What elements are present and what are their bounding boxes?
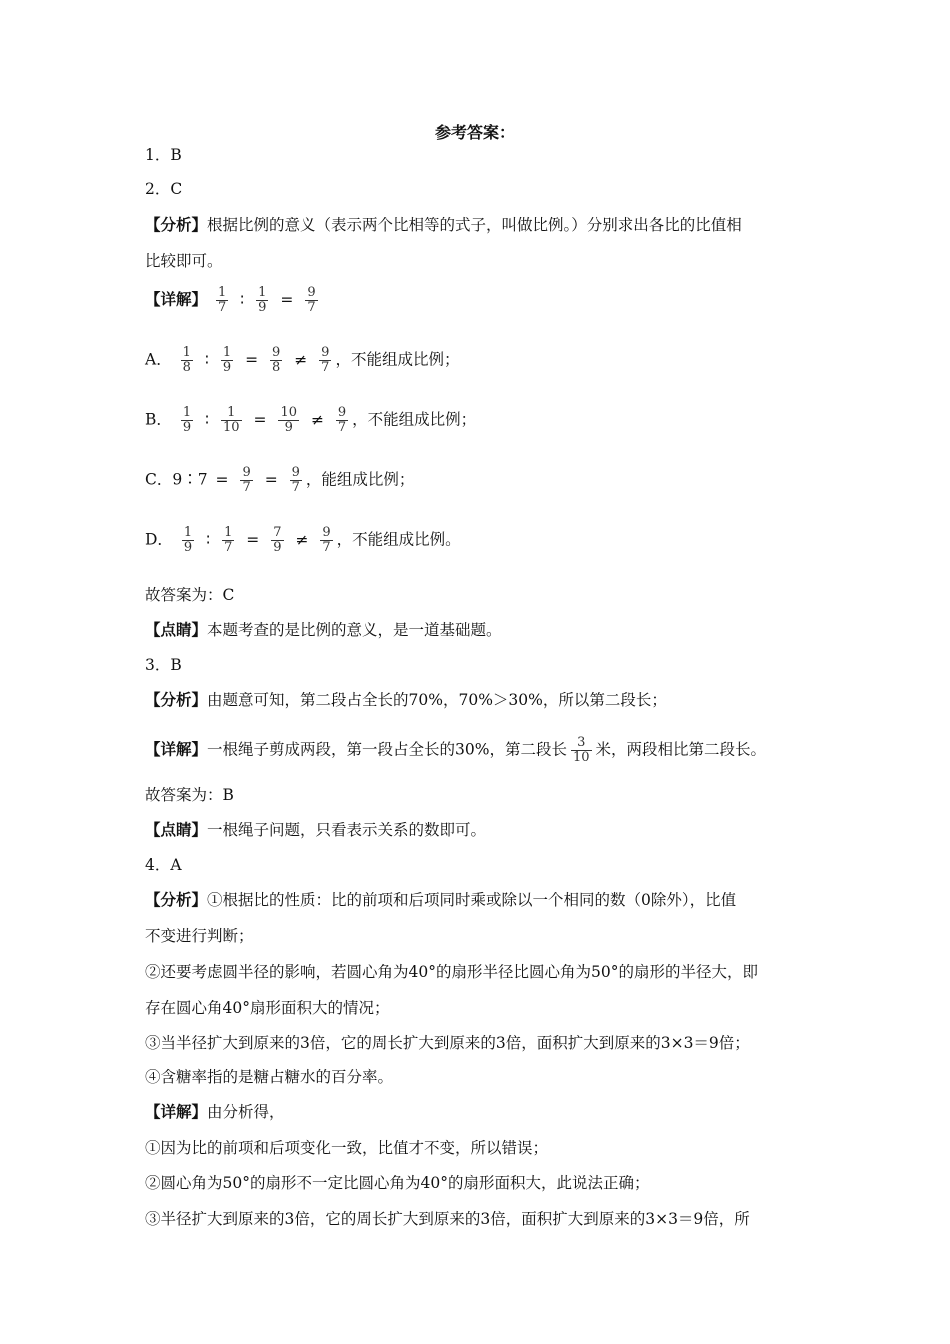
answer-3: 3．B (145, 656, 182, 674)
q2-comment: 【点睛】本题考查的是比例的意义，是一道基础题。 (145, 620, 502, 639)
fraction: $\frac{9}{7}$ (291, 465, 300, 495)
fraction: $\frac{1}{7}$ (224, 525, 233, 555)
detail-tag: 【详解】 (145, 289, 208, 309)
fraction: $\frac{10}{9}$ (280, 405, 297, 435)
q4-detail-line: 【详解】由分析得， (145, 1102, 285, 1121)
fraction: $\frac{1}{9}$ (182, 405, 192, 435)
fraction: $\frac{9}{7}$ (322, 525, 331, 555)
q4-analysis-line: 【分析】①根据比的性质：比的前项和后项同时乘或除以一个相同的数（0除外），比值 (145, 890, 737, 909)
q2-option-b: B． $\frac{1}{9}$ ∶ $\frac{1}{10}$ = $\frac{10}{9}$ ≠ $\frac{9}{7}$ ，不能组成比例； (145, 405, 477, 435)
q4-analysis-line: ②还要考虑圆半径的影响，若圆心角为40°的扇形半径比圆心角为50°的扇形的半径大，即 (145, 963, 758, 981)
fraction: $\frac{1}{7}$ (217, 285, 227, 315)
answer-1: 1．B (145, 146, 182, 164)
fraction: $\frac{9}{7}$ (242, 465, 251, 495)
q4-analysis-line: 不变进行判断； (145, 927, 254, 945)
fraction: $\frac{1}{8}$ (182, 345, 191, 375)
q4-analysis-line: ④含糖率指的是糖占糖水的百分率。 (145, 1068, 394, 1086)
q2-option-d: D． $\frac{1}{9}$ ∶ $\frac{1}{7}$ = $\frac{7}{9}$ ≠ $\frac{9}{7}$ ，不能组成比例。 (145, 525, 461, 555)
answer-2: 2．C (145, 180, 183, 198)
q3-analysis: 【分析】由题意可知，第二段占全长的70%，70%＞30%，所以第二段长； (145, 690, 667, 709)
fraction: $\frac{9}{7}$ (337, 405, 347, 435)
fraction: $\frac{9}{7}$ (321, 345, 330, 375)
page-title: 参考答案： (434, 123, 515, 142)
q2-analysis-line-1 (145, 215, 742, 235)
fraction: $\frac{1}{9}$ (222, 345, 232, 375)
q2-analysis-line-2: 比较即可。 (145, 252, 223, 270)
q2-conclusion: 故答案为：C (145, 586, 235, 604)
fraction: $\frac{9}{8}$ (272, 345, 281, 375)
q3-detail: 【详解】一根绳子剪成两段，第一段占全长的30%，第二段长 $\frac{3}{10}$ 米，两段相比第二段长。 (145, 735, 767, 765)
q2-option-a: A． $\frac{1}{8}$ ∶ $\frac{1}{9}$ = $\frac{9}{8}$ ≠ $\frac{9}{7}$ ，不能组成比例； (145, 345, 460, 375)
q4-detail-line: ③半径扩大到原来的3倍，它的周长扩大到原来的3倍，面积扩大到原来的3×3＝9倍，所 (145, 1210, 750, 1228)
fraction: $\frac{1}{9}$ (258, 285, 267, 315)
fraction: $\frac{1}{9}$ (183, 525, 193, 555)
q4-detail-line: ②圆心角为50°的扇形不一定比圆心角为40°的扇形面积大，此说法正确； (145, 1174, 650, 1192)
q2-option-c: C．9∶7 = $\frac{9}{7}$ = $\frac{9}{7}$ ，能组成比例； (145, 465, 415, 495)
fraction: $\frac{3}{10}$ (572, 735, 590, 765)
q3-conclusion: 故答案为：B (145, 786, 234, 804)
q4-analysis-line: 存在圆心角40°扇形面积大的情况； (145, 999, 390, 1017)
fraction: $\frac{1}{10}$ (223, 405, 240, 435)
q2-detail: 【详解】 $\frac{1}{7}$ ∶ $\frac{1}{9}$ = $\frac{9}{7}$ (145, 285, 316, 315)
q3-comment: 【点睛】一根绳子问题，只看表示关系的数即可。 (145, 820, 487, 839)
fraction: $\frac{9}{7}$ (307, 285, 316, 315)
q4-detail-line: ①因为比的前项和后项变化一致，比值才不变，所以错误； (145, 1139, 549, 1157)
q4-analysis-line: ③当半径扩大到原来的3倍，它的周长扩大到原来的3倍，面积扩大到原来的3×3＝9倍； (145, 1034, 750, 1052)
fraction: $\frac{7}{9}$ (273, 525, 282, 555)
analysis-tag: 【分析】 (145, 215, 208, 234)
answer-4: 4．A (145, 856, 182, 874)
analysis-text: 根据比例的意义（表示两个比相等的式子，叫做比例。）分别求出各比的比值相 (207, 216, 742, 234)
